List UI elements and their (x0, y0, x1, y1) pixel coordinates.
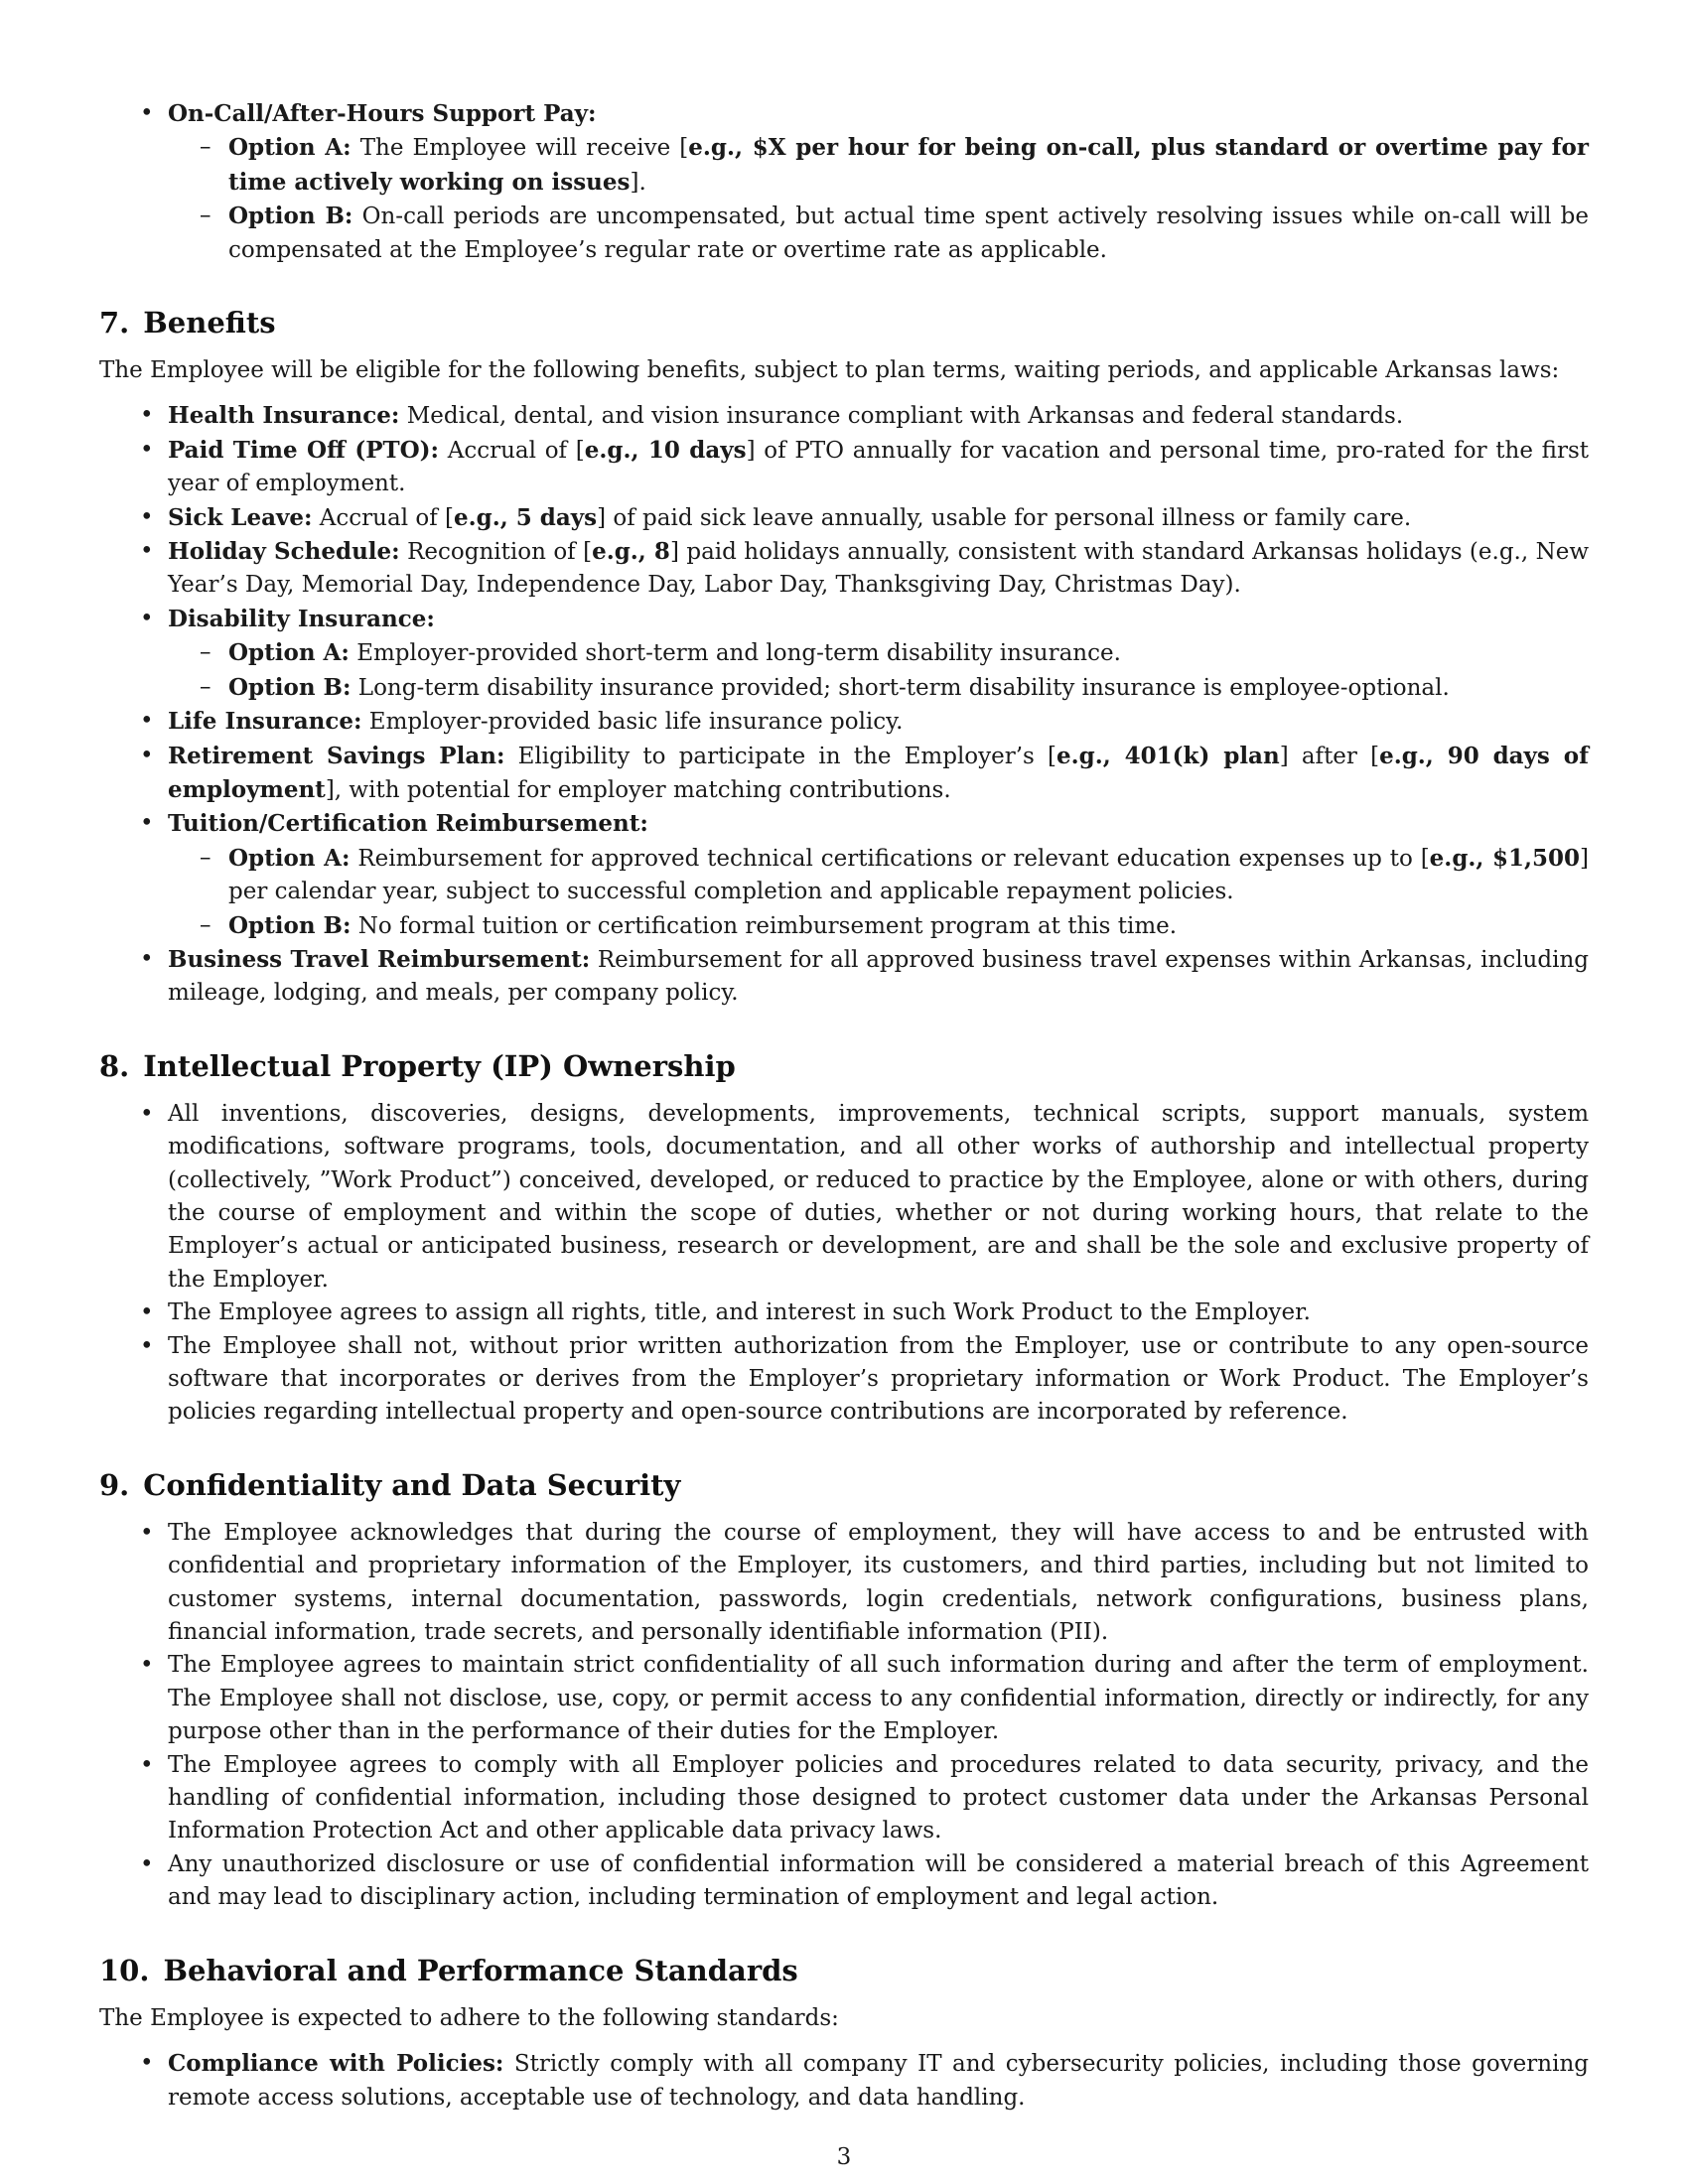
item-label: Disability Insurance: (168, 605, 435, 632)
item-label: Compliance with Policies: (168, 2050, 504, 2078)
section-heading-9 (99, 1467, 1589, 1503)
list-item: • The Employee agrees to assign all rights, title, and interest in such Work Product to the Employer. (99, 1297, 1589, 1329)
item-label: Sick Leave: (168, 503, 313, 531)
option-text: On-call periods are uncompensated, but actual time spent actively resolving issues while on-call will be compensated at the Employee’s regular rate or overtime rate as applicable. (228, 204, 1589, 263)
list-item (99, 603, 1589, 705)
item-text: Accrual of [ (312, 504, 455, 531)
item-placeholder: e.g., 90 days of employment (168, 742, 1589, 803)
option-label: Option A: (228, 844, 351, 872)
list-item: • The Employee agrees to maintain strict confidentiality of all such information during and after the term of employment. The Employee shall not disclose, use, copy, or permit access to any confidential information, directly or indirectly, for any purpose other than in the performance of their duties for the Employer. (99, 1649, 1589, 1748)
list-item: • The Employee acknowledges that during the course of employment, they will have access to and be entrusted with confidential and proprietary information of the Employer, its customers, and third parties, including but not limited to customer systems, internal documentation, passwords, login credentials, network configurations, business plans, financial information, trade secrets, and personally identifiable information (PII). (99, 1517, 1589, 1650)
list-item: • The Employee agrees to comply with all Employer policies and procedures related to data security, privacy, and the handling of confidential information, including those designed to protect customer data under the Arkansas Personal Information Protection Act and other applicable data privacy laws. (99, 1749, 1589, 1848)
option-label: Option A: (228, 134, 352, 162)
item-text: Accrual of [ (439, 437, 585, 464)
ip-list (99, 1098, 1589, 1430)
oncall-list (99, 97, 1589, 267)
document-page (99, 97, 1589, 2115)
list-item (99, 434, 1589, 501)
list-item (99, 97, 1589, 267)
list-item: • All inventions, discoveries, designs, developments, improvements, technical scripts, support manuals, system modifications, software programs, tools, documentation, and all other works of authorship and intellectual property (collectively, ”Work Product”) conceived, developed, or reduced to practice by the Employee, alone or with others, during the course of employment and within the scope of duties, whether or not during working hours, that relate to the Employer’s actual or anticipated business, research or development, are and shall be the sole and exclusive property of the Employer. (99, 1098, 1589, 1297)
item-label: Tuition/Certification Reimbursement: (168, 810, 648, 838)
list-item (168, 671, 1589, 705)
section-title: Benefits (143, 306, 276, 341)
section-heading-10 (99, 1953, 1589, 1988)
option-text: Long-term disability insurance provided; short-term disability insurance is employee-optional. (351, 674, 1450, 701)
item-placeholder: e.g., 8 (592, 538, 670, 566)
oncall-title: On-Call/After-Hours Support Pay: (168, 100, 597, 127)
option-placeholder: e.g., $1,500 (1429, 844, 1581, 872)
item-label: Retirement Savings Plan: (168, 742, 505, 769)
option-placeholder: e.g., $X per hour for being on-call, plus standard or overtime pay for time actively working on issues (228, 134, 1589, 196)
option-text: ]. (630, 169, 646, 196)
option-text: No formal tuition or certification reimbursement program at this time. (351, 912, 1178, 939)
item-placeholder: e.g., 401(k) plan (1056, 742, 1280, 769)
standards-list (99, 2047, 1589, 2115)
item-label: Life Insurance: (168, 708, 362, 736)
option-label: Option B: (228, 203, 353, 230)
option-text: Employer-provided short-term and long-term disability insurance. (349, 640, 1121, 667)
list-item (99, 943, 1589, 1011)
list-item (168, 131, 1589, 200)
list-item (99, 705, 1589, 739)
item-text: ] paid holidays annually, consistent with standard Arkansas holidays (e.g., New Year’s Day, Memorial Day, Independence Day, Labor Day, Thanksgiving Day, Christmas Day). (168, 539, 1590, 599)
section-number: 7. (99, 306, 130, 341)
item-text: Recognition of [ (399, 539, 593, 566)
item-label: Holiday Schedule: (168, 538, 400, 566)
item-text: ] of paid sick leave annually, usable for personal illness or family care. (597, 504, 1412, 531)
list-item (168, 842, 1589, 909)
page-number: 3 (836, 2144, 852, 2170)
list-item (99, 740, 1589, 808)
item-text: Medical, dental, and vision insurance compliant with Arkansas and federal standards. (399, 403, 1404, 430)
disability-options (168, 636, 1589, 705)
item-label: Paid Time Off (PTO): (168, 436, 440, 464)
list-item (99, 535, 1589, 603)
section-title: Intellectual Property (IP) Ownership (143, 1048, 736, 1083)
item-text: Strictly comply with all company IT and cybersecurity policies, including those governing remote access solutions, acceptable use of technology, and data handling. (168, 2051, 1589, 2111)
list-item (99, 501, 1589, 535)
item-placeholder: e.g., 10 days (584, 436, 747, 464)
section-heading-7 (99, 305, 1589, 341)
section-intro: The Employee is expected to adhere to the following standards: (99, 2004, 839, 2031)
item-label: Health Insurance: (168, 402, 400, 430)
item-text: Employer-provided basic life insurance policy. (361, 709, 904, 736)
section-intro: The Employee will be eligible for the following benefits, subject to plan terms, waiting periods, and applicable Arkansas laws: (99, 357, 1560, 384)
item-text: Reimbursement for all approved business travel expenses within Arkansas, including mileage, lodging, and meals, per company policy. (168, 946, 1589, 1007)
list-item (99, 2047, 1589, 2115)
option-text: Reimbursement for approved technical certifications or relevant education expenses up to [ (350, 845, 1430, 872)
section-number: 9. (99, 1467, 130, 1502)
confidentiality-list (99, 1517, 1589, 1915)
list-item (168, 636, 1589, 670)
item-text: Eligibility to participate in the Employer’s [ (504, 743, 1057, 769)
item-text: ], with potential for employer matching contributions. (325, 776, 951, 803)
list-item (99, 807, 1589, 943)
section-number: 8. (99, 1048, 130, 1083)
list-item: • Any unauthorized disclosure or use of confidential information will be considered a material breach of this Agreement and may lead to disciplinary action, including termination of employment and legal action. (99, 1848, 1589, 1915)
option-label: Option A: (228, 639, 350, 667)
list-item (99, 399, 1589, 433)
benefits-list (99, 399, 1589, 1010)
option-text: The Employee will receive [ (351, 135, 689, 162)
item-text: ] of PTO annually for vacation and personal time, pro-rated for the first year of employment. (168, 437, 1590, 497)
item-label: Business Travel Reimbursement: (168, 945, 591, 973)
section-title: Behavioral and Performance Standards (163, 1953, 798, 1987)
item-text: ] after [ (1279, 743, 1380, 769)
option-label: Option B: (228, 911, 352, 939)
list-item: • The Employee shall not, without prior written authorization from the Employer, use or contribute to any open-source software that incorporates or derives from the Employer’s proprietary information or Work Product. The Employer’s policies regarding intellectual property and open-source contributions are incorporated by reference. (99, 1330, 1589, 1430)
section-number: 10. (99, 1953, 150, 1987)
section-heading-8 (99, 1048, 1589, 1084)
list-item (168, 200, 1589, 267)
tuition-options (168, 842, 1589, 943)
option-text: ] per calendar year, subject to successful completion and applicable repayment policies. (228, 845, 1589, 905)
oncall-options (168, 131, 1589, 267)
list-item (168, 909, 1589, 943)
option-label: Option B: (228, 673, 352, 701)
item-placeholder: e.g., 5 days (454, 503, 598, 531)
section-title: Confidentiality and Data Security (143, 1467, 681, 1502)
